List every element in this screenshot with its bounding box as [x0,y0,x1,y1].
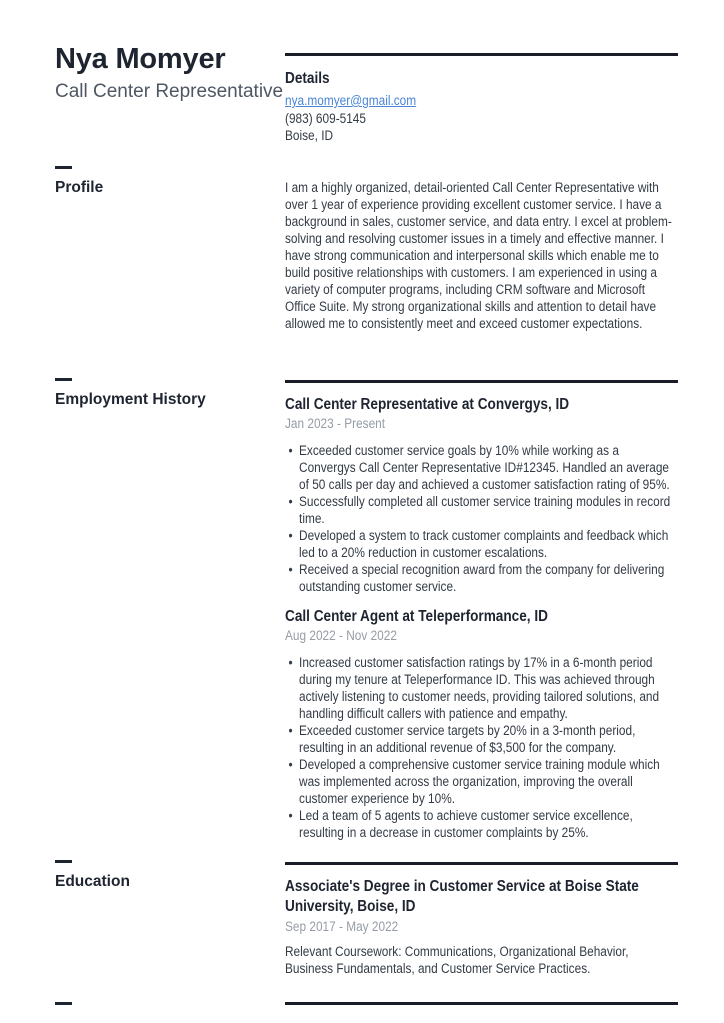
employment-section-rule [285,380,678,383]
next-section-right-column [285,1000,678,1005]
header-section [55,38,678,144]
job-entry [285,395,678,595]
email-link[interactable]: nya.momyer@gmail.com [285,93,417,108]
profile-section [55,166,678,332]
job-bullet: • Led a team of 5 agents to achieve customer service excellence, resulting in a decrease in customer complaints by 25%. [299,807,678,841]
education-right-column [285,858,678,977]
job-dates: Aug 2022 - Nov 2022 [285,628,397,643]
job-title: Call Center Representative at Convergys, ID [285,396,570,413]
profile-left-column [55,166,285,332]
job-bullet: • Exceeded customer service targets by 20% in a 3-month period, resulting in an additional revenue of $3,500 for the company. [299,722,678,756]
header-right-column [285,38,678,144]
education-heading: Education [55,872,130,890]
details-heading: Details [285,70,330,87]
job-title: Call Center Agent at Teleperformance, ID [285,608,548,625]
job-bullet-list [285,654,678,841]
employment-right-column [285,376,678,841]
person-job-title: Call Center Representative [55,81,284,102]
details-section-rule [285,53,678,56]
job-bullet: • Exceeded customer service goals by 10% while working as a Convergys Call Center Representative ID#12345. Handled an average of 50 calls per day and achieved a customer satisfaction rating of 95%. [299,442,678,493]
profile-text: I am a highly organized, detail-oriented Call Center Representative with over 1 year of experience providing excellent customer service. I have a background in sales, customer service, and data entry. I excel at problem-solving and resolving customer issues in a timely and effective manner. I have strong communication and interpersonal skills which enable me to build positive relationships with customers. I am experienced in using a variety of computer programs, including CRM software and Microsoft Office Suite. My strong organizational skills and attention to detail have allowed me to consistently meet and exceed customer expectations. [285,180,672,331]
profile-heading: Profile [55,178,104,196]
job-entry [285,607,678,841]
education-entry [285,877,678,977]
next-section-rule [285,1002,678,1005]
job-dates: Jan 2023 - Present [285,416,386,431]
job-bullet: • Increased customer satisfaction ratings by 17% in a 6-month period during my tenure at Teleperformance ID. This was achieved through actively listening to customer needs, providing tailored solutions, and handling difficult callers with patience and empathy. [299,654,678,722]
education-section [55,858,678,977]
job-bullet: • Developed a system to track customer complaints and feedback which led to a 20% reduction in customer escalations. [299,527,678,561]
employment-section-dash [55,378,72,381]
education-section-rule [285,862,678,865]
next-section-left-column [55,1000,285,1005]
person-name: Nya Momyer [55,43,226,75]
employment-section [55,376,678,841]
degree-dates: Sep 2017 - May 2022 [285,919,399,934]
job-bullet: • Successfully completed all customer service training modules in record time. [299,493,678,527]
job-bullet: • Developed a comprehensive customer service training module which was implemented across the organization, improving the overall customer experience by 10%. [299,756,678,807]
employment-heading: Employment History [55,390,206,408]
next-section-dash [55,1002,72,1005]
job-bullet: • Received a special recognition award from the company for delivering outstanding customer service. [299,561,678,595]
location-text: Boise, ID [285,128,334,143]
coursework-text: Relevant Coursework: Communications, Organizational Behavior, Business Fundamentals, and Customer Service Practices. [285,944,629,976]
education-left-column [55,858,285,977]
job-bullet-list [285,442,678,595]
header-left-column [55,38,285,144]
degree-title: Associate's Degree in Customer Service at Boise State University, Boise, ID [285,878,639,915]
employment-left-column [55,376,285,841]
profile-right-column [285,166,678,332]
next-section-divider-row [55,1000,678,1005]
profile-section-dash [55,166,72,169]
phone-text: (983) 609-5145 [285,111,366,126]
education-section-dash [55,860,72,863]
